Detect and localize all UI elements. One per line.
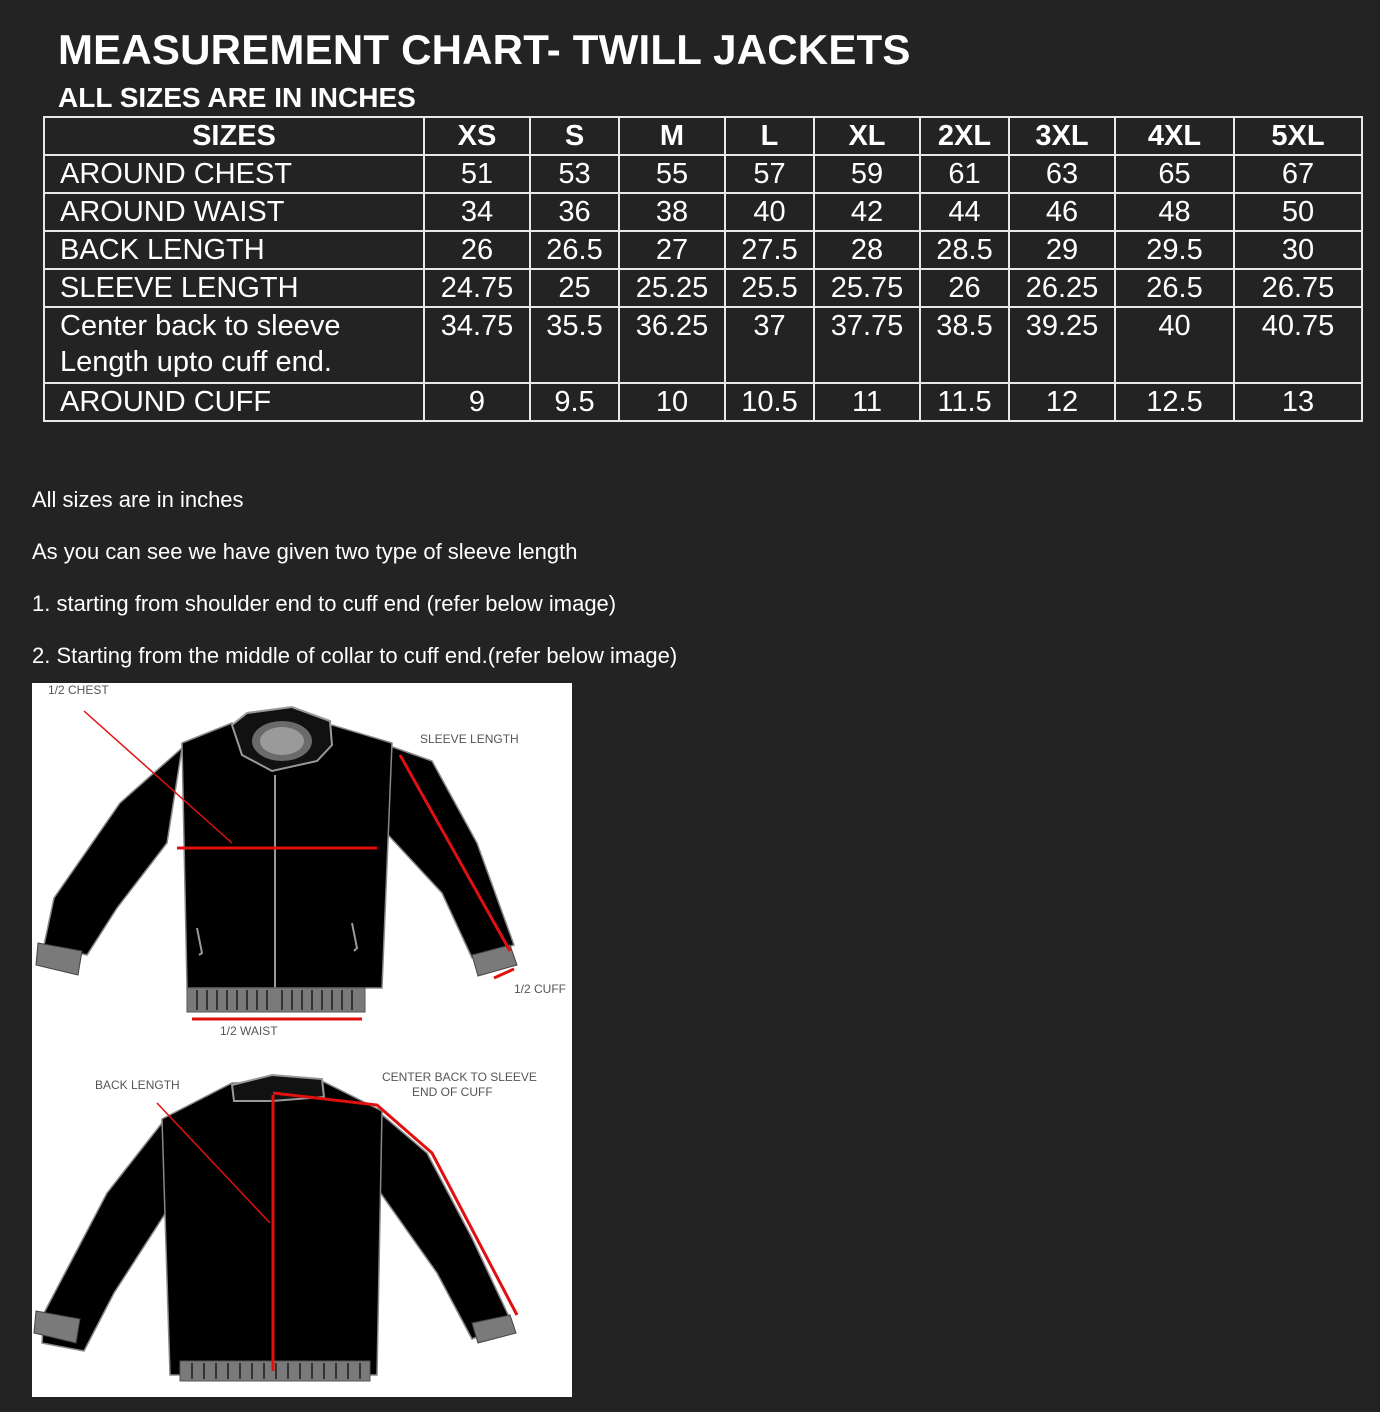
table-cell: 40 xyxy=(725,193,814,231)
size-header: XS xyxy=(424,117,530,155)
table-cell: 26 xyxy=(920,269,1009,307)
row-label: SLEEVE LENGTH xyxy=(44,269,424,307)
table-cell: 10.5 xyxy=(725,383,814,421)
table-cell: 9 xyxy=(424,383,530,421)
table-cell: 36 xyxy=(530,193,619,231)
table-cell: 13 xyxy=(1234,383,1362,421)
row-label: BACK LENGTH xyxy=(44,231,424,269)
table-row xyxy=(44,155,1362,193)
table-cell: 37.75 xyxy=(814,307,920,383)
jacket-diagram-svg xyxy=(32,683,572,1397)
table-cell: 40 xyxy=(1115,307,1234,383)
table-cell: 46 xyxy=(1009,193,1115,231)
table-cell: 61 xyxy=(920,155,1009,193)
label-half-chest: 1/2 CHEST xyxy=(48,683,109,697)
size-header: S xyxy=(530,117,619,155)
row-label: Center back to sleeve Length upto cuff end. xyxy=(44,307,424,383)
size-header: L xyxy=(725,117,814,155)
label-center-back-line1: CENTER BACK TO SLEEVE xyxy=(382,1070,537,1084)
table-cell: 26.5 xyxy=(530,231,619,269)
label-center-back-line2: END OF CUFF xyxy=(412,1085,493,1099)
row-label: AROUND CHEST xyxy=(44,155,424,193)
note-line: As you can see we have given two type of sleeve length xyxy=(32,539,578,564)
table-cell: 42 xyxy=(814,193,920,231)
size-header: 2XL xyxy=(920,117,1009,155)
measurement-table xyxy=(43,116,1363,422)
table-cell: 11.5 xyxy=(920,383,1009,421)
table-cell: 12.5 xyxy=(1115,383,1234,421)
table-cell: 59 xyxy=(814,155,920,193)
table-cell: 25.25 xyxy=(619,269,725,307)
table-cell: 48 xyxy=(1115,193,1234,231)
note-line: All sizes are in inches xyxy=(32,487,244,512)
size-header: 3XL xyxy=(1009,117,1115,155)
jacket-measurement-diagram xyxy=(32,683,572,1397)
table-cell: 53 xyxy=(530,155,619,193)
table-cell: 40.75 xyxy=(1234,307,1362,383)
row-label: AROUND CUFF xyxy=(44,383,424,421)
table-row xyxy=(44,231,1362,269)
table-cell: 25.75 xyxy=(814,269,920,307)
row-label: AROUND WAIST xyxy=(44,193,424,231)
table-cell: 36.25 xyxy=(619,307,725,383)
size-header: M xyxy=(619,117,725,155)
size-header: 4XL xyxy=(1115,117,1234,155)
table-cell: 51 xyxy=(424,155,530,193)
table-header-row xyxy=(44,117,1362,155)
table-row xyxy=(44,307,1362,383)
label-sleeve-length: SLEEVE LENGTH xyxy=(420,732,519,746)
table-cell: 26.25 xyxy=(1009,269,1115,307)
table-cell: 34.75 xyxy=(424,307,530,383)
table-cell: 55 xyxy=(619,155,725,193)
table-cell: 44 xyxy=(920,193,1009,231)
table-cell: 57 xyxy=(725,155,814,193)
table-cell: 65 xyxy=(1115,155,1234,193)
table-cell: 30 xyxy=(1234,231,1362,269)
table-cell: 26.5 xyxy=(1115,269,1234,307)
notes-section xyxy=(32,474,677,682)
table-cell: 29 xyxy=(1009,231,1115,269)
table-cell: 38 xyxy=(619,193,725,231)
table-cell: 34 xyxy=(424,193,530,231)
table-cell: 39.25 xyxy=(1009,307,1115,383)
table-row xyxy=(44,383,1362,421)
back-jacket xyxy=(34,1075,516,1381)
table-cell: 37 xyxy=(725,307,814,383)
table-cell: 38.5 xyxy=(920,307,1009,383)
table-cell: 29.5 xyxy=(1115,231,1234,269)
table-cell: 50 xyxy=(1234,193,1362,231)
chart-subtitle: ALL SIZES ARE IN INCHES xyxy=(58,82,416,113)
label-half-cuff: 1/2 CUFF xyxy=(514,982,567,996)
table-corner-header: SIZES xyxy=(44,117,424,155)
chart-title: MEASUREMENT CHART- TWILL JACKETS xyxy=(58,26,911,73)
table-row xyxy=(44,193,1362,231)
label-back-length: BACK LENGTH xyxy=(95,1078,180,1092)
table-cell: 9.5 xyxy=(530,383,619,421)
size-header: 5XL xyxy=(1234,117,1362,155)
table-cell: 10 xyxy=(619,383,725,421)
table-cell: 24.75 xyxy=(424,269,530,307)
label-half-waist: 1/2 WAIST xyxy=(220,1024,278,1038)
note-line: 1. starting from shoulder end to cuff end (refer below image) xyxy=(32,591,617,616)
front-jacket xyxy=(36,707,517,1012)
table-cell: 35.5 xyxy=(530,307,619,383)
table-cell: 27.5 xyxy=(725,231,814,269)
table-cell: 25 xyxy=(530,269,619,307)
table-cell: 12 xyxy=(1009,383,1115,421)
table-cell: 26.75 xyxy=(1234,269,1362,307)
table-cell: 28.5 xyxy=(920,231,1009,269)
table-cell: 67 xyxy=(1234,155,1362,193)
table-cell: 25.5 xyxy=(725,269,814,307)
table-cell: 63 xyxy=(1009,155,1115,193)
note-line: 2. Starting from the middle of collar to cuff end.(refer below image) xyxy=(32,643,678,668)
table-cell: 26 xyxy=(424,231,530,269)
table-cell: 27 xyxy=(619,231,725,269)
table-cell: 11 xyxy=(814,383,920,421)
table-cell: 28 xyxy=(814,231,920,269)
table-row xyxy=(44,269,1362,307)
size-header: XL xyxy=(814,117,920,155)
